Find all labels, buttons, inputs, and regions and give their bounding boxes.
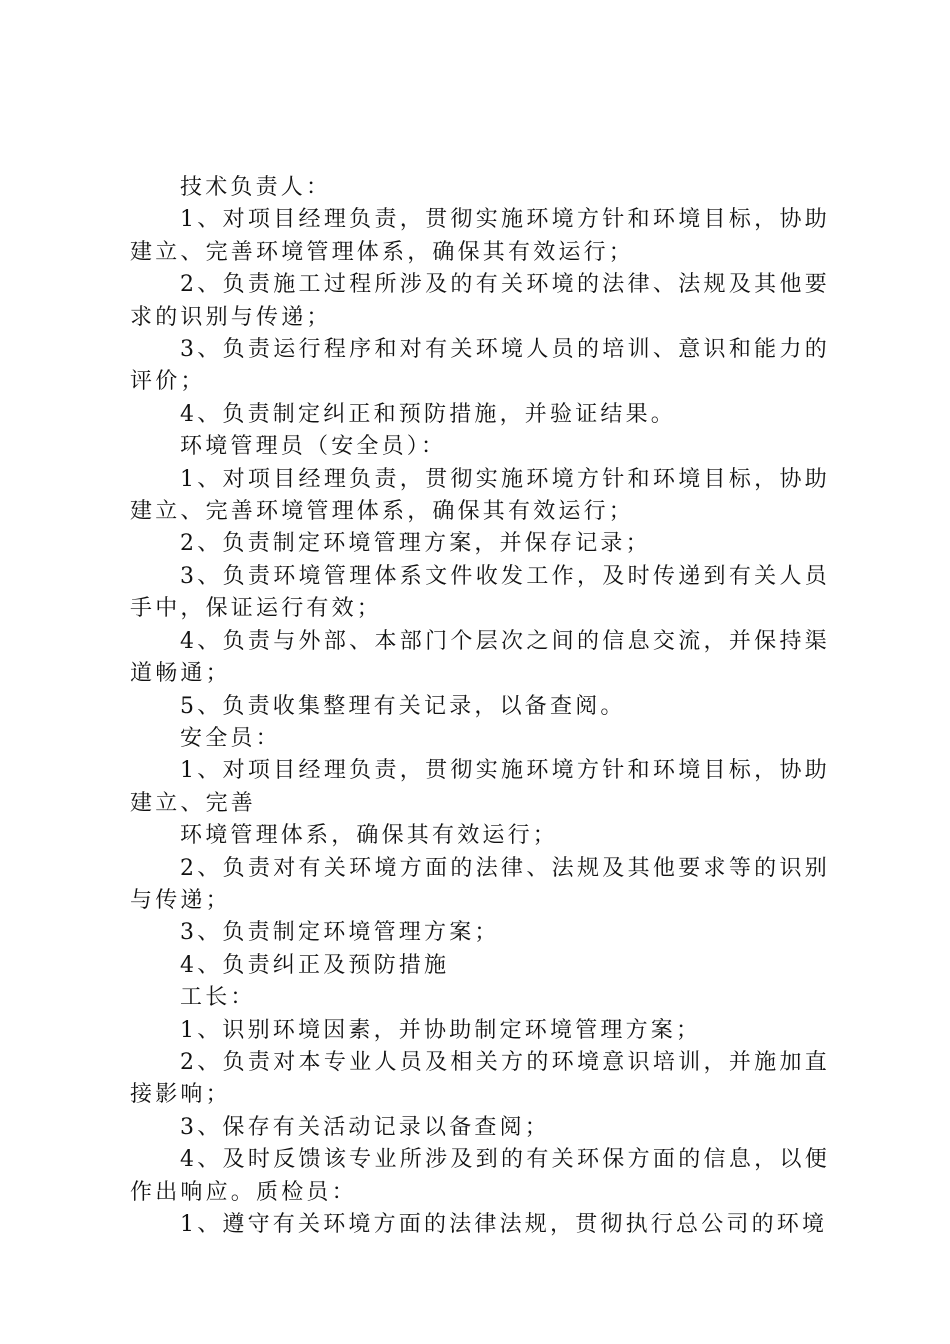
section-heading-foreman: 工长： bbox=[180, 985, 256, 1011]
paragraph: 4、负责纠正及预防措施 bbox=[180, 952, 450, 978]
paragraph: 1、对项目经理负责，贯彻实施环境方针和环境目标，协助建立、完善环境管理体系，确保其有效运行； bbox=[130, 207, 830, 265]
document-body bbox=[130, 172, 830, 1241]
paragraph: 1、遵守有关环境方面的法律法规，贯彻执行总公司的环境 bbox=[180, 1212, 828, 1237]
paragraph: 2、负责施工过程所涉及的有关环境的法律、法规及其他要求的识别与传递； bbox=[130, 272, 830, 330]
paragraph: 4、及时反馈该专业所涉及到的有关环保方面的信息，以便作出响应。质检员： bbox=[130, 1147, 830, 1205]
paragraph: 2、负责制定环境管理方案，并保存记录； bbox=[180, 531, 651, 557]
paragraph: 2、负责对本专业人员及相关方的环境意识培训，并施加直接影响； bbox=[130, 1049, 830, 1108]
paragraph: 4、负责与外部、本部门个层次之间的信息交流，并保持渠道畅通； bbox=[130, 628, 830, 687]
paragraph: 1、识别环境因素，并协助制定环境管理方案； bbox=[180, 1017, 702, 1043]
paragraph: 3、负责制定环境管理方案； bbox=[180, 920, 500, 946]
paragraph: 1、对项目经理负责，贯彻实施环境方针和环境目标，协助建立、完善环境管理体系，确保其有效运行； bbox=[130, 466, 830, 525]
paragraph: 3、负责运行程序和对有关环境人员的培训、意识和能力的评价； bbox=[130, 337, 830, 395]
paragraph: 1、对项目经理负责，贯彻实施环境方针和环境目标，协助建立、完善 bbox=[130, 758, 830, 816]
paragraph: 4、负责制定纠正和预防措施，并验证结果。 bbox=[180, 401, 676, 427]
paragraph: 3、负责环境管理体系文件收发工作，及时传递到有关人员手中，保证运行有效； bbox=[130, 563, 830, 622]
section-heading-safety-officer: 安全员： bbox=[180, 725, 281, 751]
paragraph: 环境管理体系，确保其有效运行； bbox=[180, 823, 559, 849]
paragraph: 2、负责对有关环境方面的法律、法规及其他要求等的识别与传递； bbox=[130, 855, 830, 913]
paragraph: 5、负责收集整理有关记录，以备查阅。 bbox=[180, 693, 626, 719]
paragraph: 3、保存有关活动记录以备查阅； bbox=[180, 1114, 550, 1140]
section-heading-environment-manager: 环境管理员（安全员）： bbox=[180, 434, 447, 460]
section-heading-technical-lead: 技术负责人： bbox=[180, 175, 332, 200]
